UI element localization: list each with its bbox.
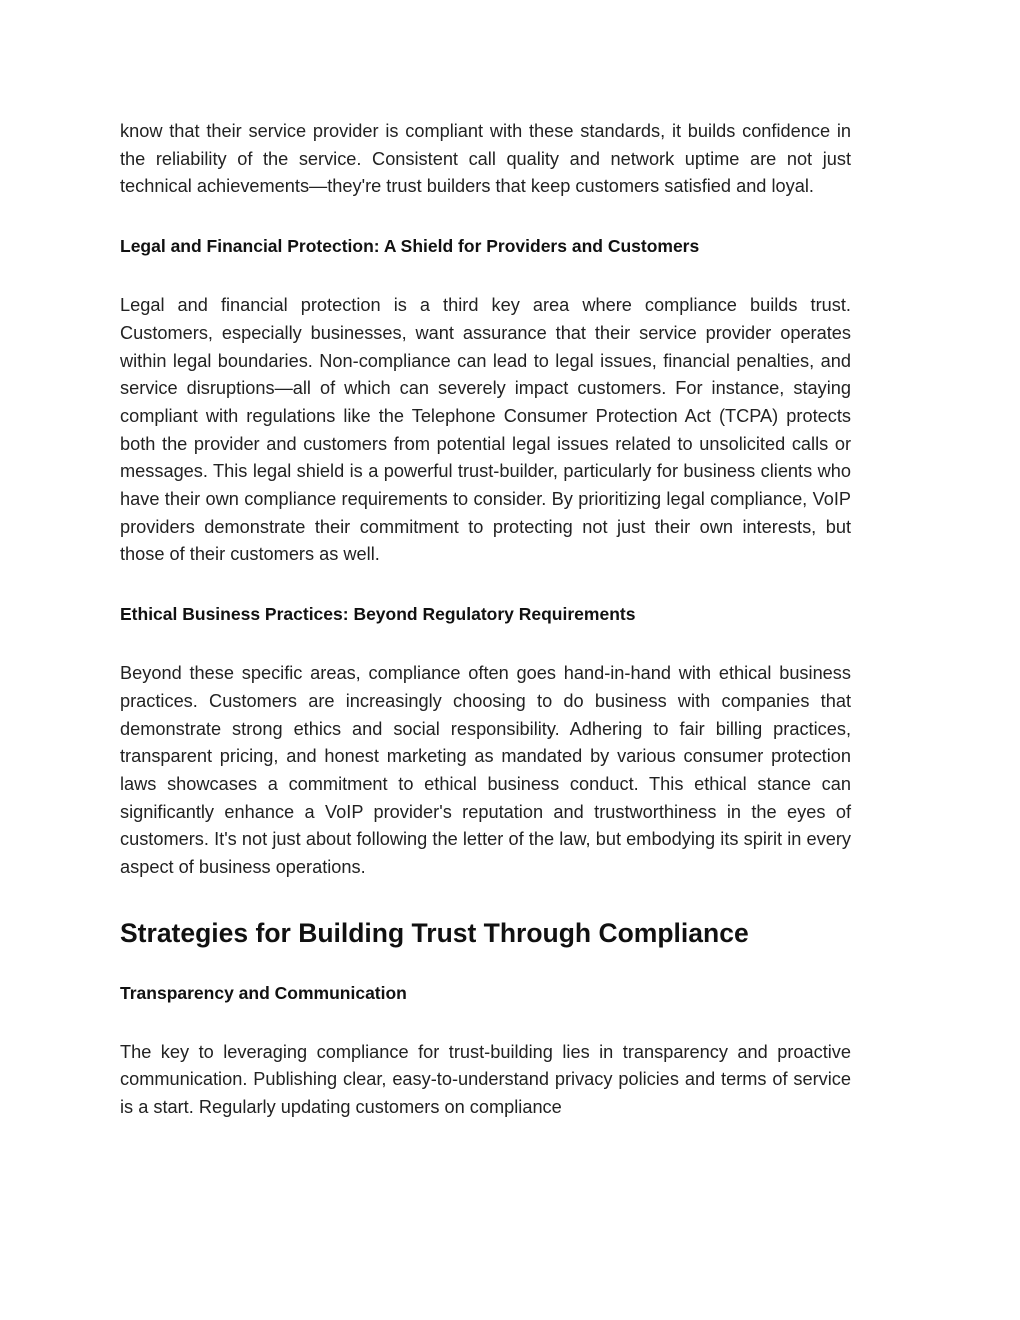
transparency-paragraph: The key to leveraging compliance for trust-building lies in transparency and proactive communication. Publishing clear, easy-to-understand privacy policies and terms of service is a start. Regularly updating customers on compliance	[120, 1041, 851, 1118]
intro-paragraph: know that their service provider is compliant with these standards, it builds confidence in the reliability of the service. Consistent call quality and network uptime are not just technical achievements—they're trust builders that keep customers satisfied and loyal.	[120, 121, 851, 197]
legal-protection-paragraph: Legal and financial protection is a third key area where compliance builds trust. Customers, especially businesses, want assurance that their service provider operates within legal boundaries. Non-compliance can lead to legal issues, financial penalties, and service disruptions—all of which can severely impact customers. For instance, staying compliant with regulations like the Telephone Consumer Protection Act (TCPA) protects both the provider and customers from potential legal issues related to unsolicited calls or messages. This legal shield is a powerful trust-builder, particularly for business clients who have their own compliance requirements to consider. By prioritizing legal compliance, VoIP providers demonstrate their commitment to protecting not just their own interests, but those of their customers as well.	[120, 295, 851, 565]
ethical-practices-paragraph: Beyond these specific areas, compliance often goes hand-in-hand with ethical business practices. Customers are increasingly choosing to do business with companies that demonstrate strong ethics and social responsibility. Adhering to fair billing practices, transparent pricing, and honest marketing as mandated by various consumer protection laws showcases a commitment to ethical business conduct. This ethical stance can significantly enhance a VoIP provider's reputation and trustworthiness in the eyes of customers. It's not just about following the letter of the law, but embodying its spirit in every aspect of business operations.	[120, 663, 851, 878]
transparency-heading: Transparency and Communication	[120, 982, 407, 1003]
strategies-heading: Strategies for Building Trust Through Compliance	[120, 917, 749, 948]
ethical-practices-heading: Ethical Business Practices: Beyond Regulatory Requirements	[120, 604, 636, 625]
legal-protection-heading: Legal and Financial Protection: A Shield for Providers and Customers	[120, 236, 700, 257]
document-page	[120, 118, 851, 1122]
